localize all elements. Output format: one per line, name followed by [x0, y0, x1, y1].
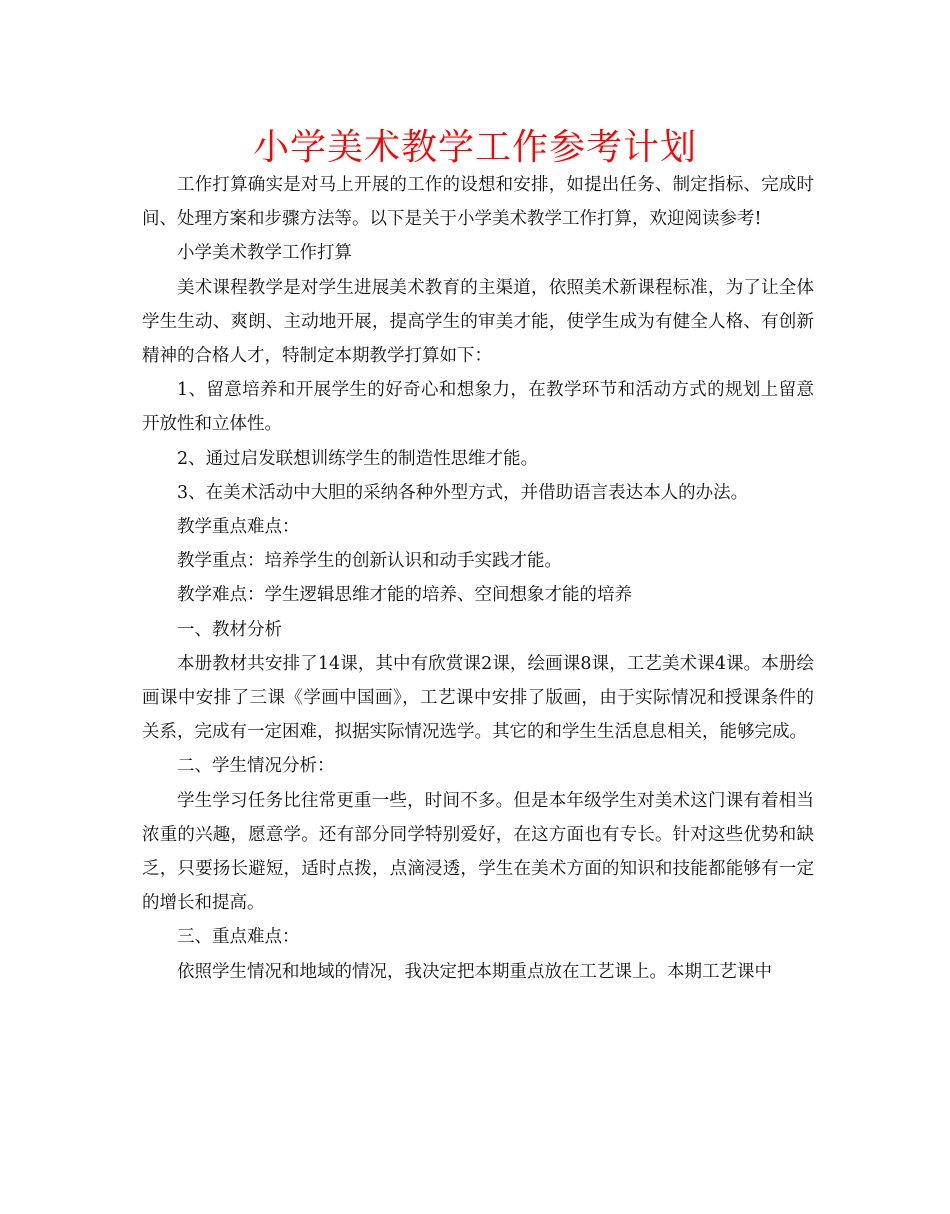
paragraph-goal-1: 1、留意培养和开展学生的好奇心和想象力，在教学环节和活动方式的规划上留意开放性和立体性。: [142, 380, 814, 435]
paragraph-overview: 美术课程教学是对学生进展美术教育的主渠道，依照美术新课程标准，为了让全体学生生动、爽朗、主动地开展，提高学生的审美才能，使学生成为有健全人格、有创新精神的合格人才，特制定本期教学打算如下：: [142, 277, 814, 367]
paragraph-difficulty: 教学难点：学生逻辑思维才能的培养、空间想象才能的培养: [177, 585, 632, 606]
paragraph-materials: 本册教材共安排了14课，其中有欣赏课2课，绘画课8课，工艺美术课4课。本册绘画课中安排了三课《学画中国画》，工艺课中安排了版画，由于实际情况和授课条件的关系，完成有一定困难，拟据实际情况选学。其它的和学生生活息息相关，能够完成。: [142, 653, 814, 743]
document-title: 小学美术教学工作参考计划: [252, 127, 697, 168]
section-heading-students: 二、学生情况分析：: [177, 756, 335, 777]
paragraph-intro: 工作打算确实是对马上开展的工作的设想和安排，如提出任务、制定指标、完成时间、处理方案和步骤方法等。以下是关于小学美术教学工作打算，欢迎阅读参考!: [142, 175, 814, 230]
section-heading-materials: 一、教材分析: [177, 619, 282, 640]
paragraph-subtitle: 小学美术教学工作打算: [177, 243, 352, 264]
paragraph-goal-2: 2、通过启发联想训练学生的制造性思维才能。: [177, 448, 539, 469]
paragraph-goal-3: 3、在美术活动中大胆的采纳各种外型方式，并借助语言表达本人的办法。: [177, 482, 749, 503]
paragraph-key-point: 教学重点：培养学生的创新认识和动手实践才能。: [177, 551, 562, 572]
section-heading-key-difficulties: 三、重点难点：: [177, 927, 300, 948]
document-body: [142, 168, 814, 989]
paragraph-students: 学生学习任务比往常更重一些，时间不多。但是本年级学生对美术这门课有着相当浓重的兴趣，愿意学。还有部分同学特别爱好，在这方面也有专长。针对这些优势和缺乏，只要扬长避短，适时点拨，点滴浸透，学生在美术方面的知识和技能都能够有一定的增长和提高。: [142, 790, 814, 914]
paragraph-key-difficulties: 依照学生情况和地域的情况，我决定把本期重点放在工艺课上。本期工艺课中: [177, 961, 772, 982]
paragraph-key-points-heading: 教学重点难点：: [177, 517, 300, 538]
